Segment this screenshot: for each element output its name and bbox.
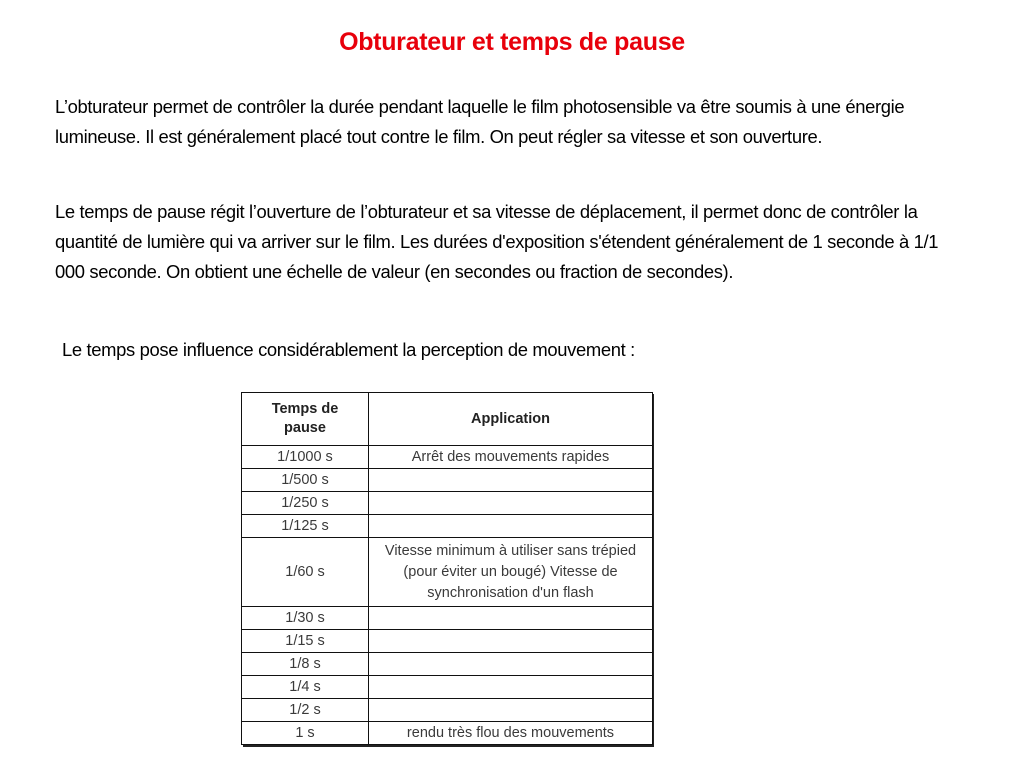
cell-time: 1/15 s [242,630,369,653]
cell-time: 1/60 s [242,538,369,607]
table-row [242,653,653,676]
shutter-speed-table [241,392,653,745]
table-row [242,607,653,630]
cell-application [369,630,653,653]
cell-time: 1/8 s [242,653,369,676]
cell-application [369,676,653,699]
paragraph-exposure-time: Le temps de pause régit l’ouverture de l’obturateur et sa vitesse de déplacement, il permet donc de contrôler la quantité de lumière qui va arriver sur le film. Les durées d'exposition s'étendent généralement de 1 seconde à 1/1 000 seconde. On obtient une échelle de valeur (en secondes ou fraction de secondes). [55,201,939,282]
cell-time: 1/2 s [242,699,369,722]
cell-time: 1/125 s [242,515,369,538]
table-row [242,676,653,699]
cell-application [369,699,653,722]
cell-application [369,653,653,676]
cell-time: 1/500 s [242,469,369,492]
shutter-speed-table-container [241,392,652,745]
table-row [242,538,653,607]
table-row [242,492,653,515]
paragraph-motion-perception: Le temps pose influence considérablement la perception de mouvement : [62,339,635,360]
paragraph-shutter-intro: L’obturateur permet de contrôler la durée pendant laquelle le film photosensible va être soumis à une énergie lumineuse. Il est généralement placé tout contre le film. On peut régler sa vitesse et son ouverture. [55,96,905,147]
cell-time: 1/30 s [242,607,369,630]
table-row [242,699,653,722]
table-row [242,722,653,745]
cell-application [369,607,653,630]
header-application: Application [369,393,653,446]
cell-application: Vitesse minimum à utiliser sans trépied (pour éviter un bougé) Vitesse de synchronisation d'un flash [369,538,653,607]
cell-time: 1/1000 s [242,446,369,469]
cell-application [369,515,653,538]
header-time: Temps de pause [242,393,369,446]
table-header-row [242,393,653,446]
table-row [242,446,653,469]
cell-application [369,492,653,515]
cell-application: rendu très flou des mouvements [369,722,653,745]
slide-title: Obturateur et temps de pause [339,28,685,56]
table-row [242,515,653,538]
cell-application [369,469,653,492]
cell-time: 1 s [242,722,369,745]
cell-time: 1/250 s [242,492,369,515]
cell-application: Arrêt des mouvements rapides [369,446,653,469]
table-row [242,469,653,492]
table-row [242,630,653,653]
cell-time: 1/4 s [242,676,369,699]
